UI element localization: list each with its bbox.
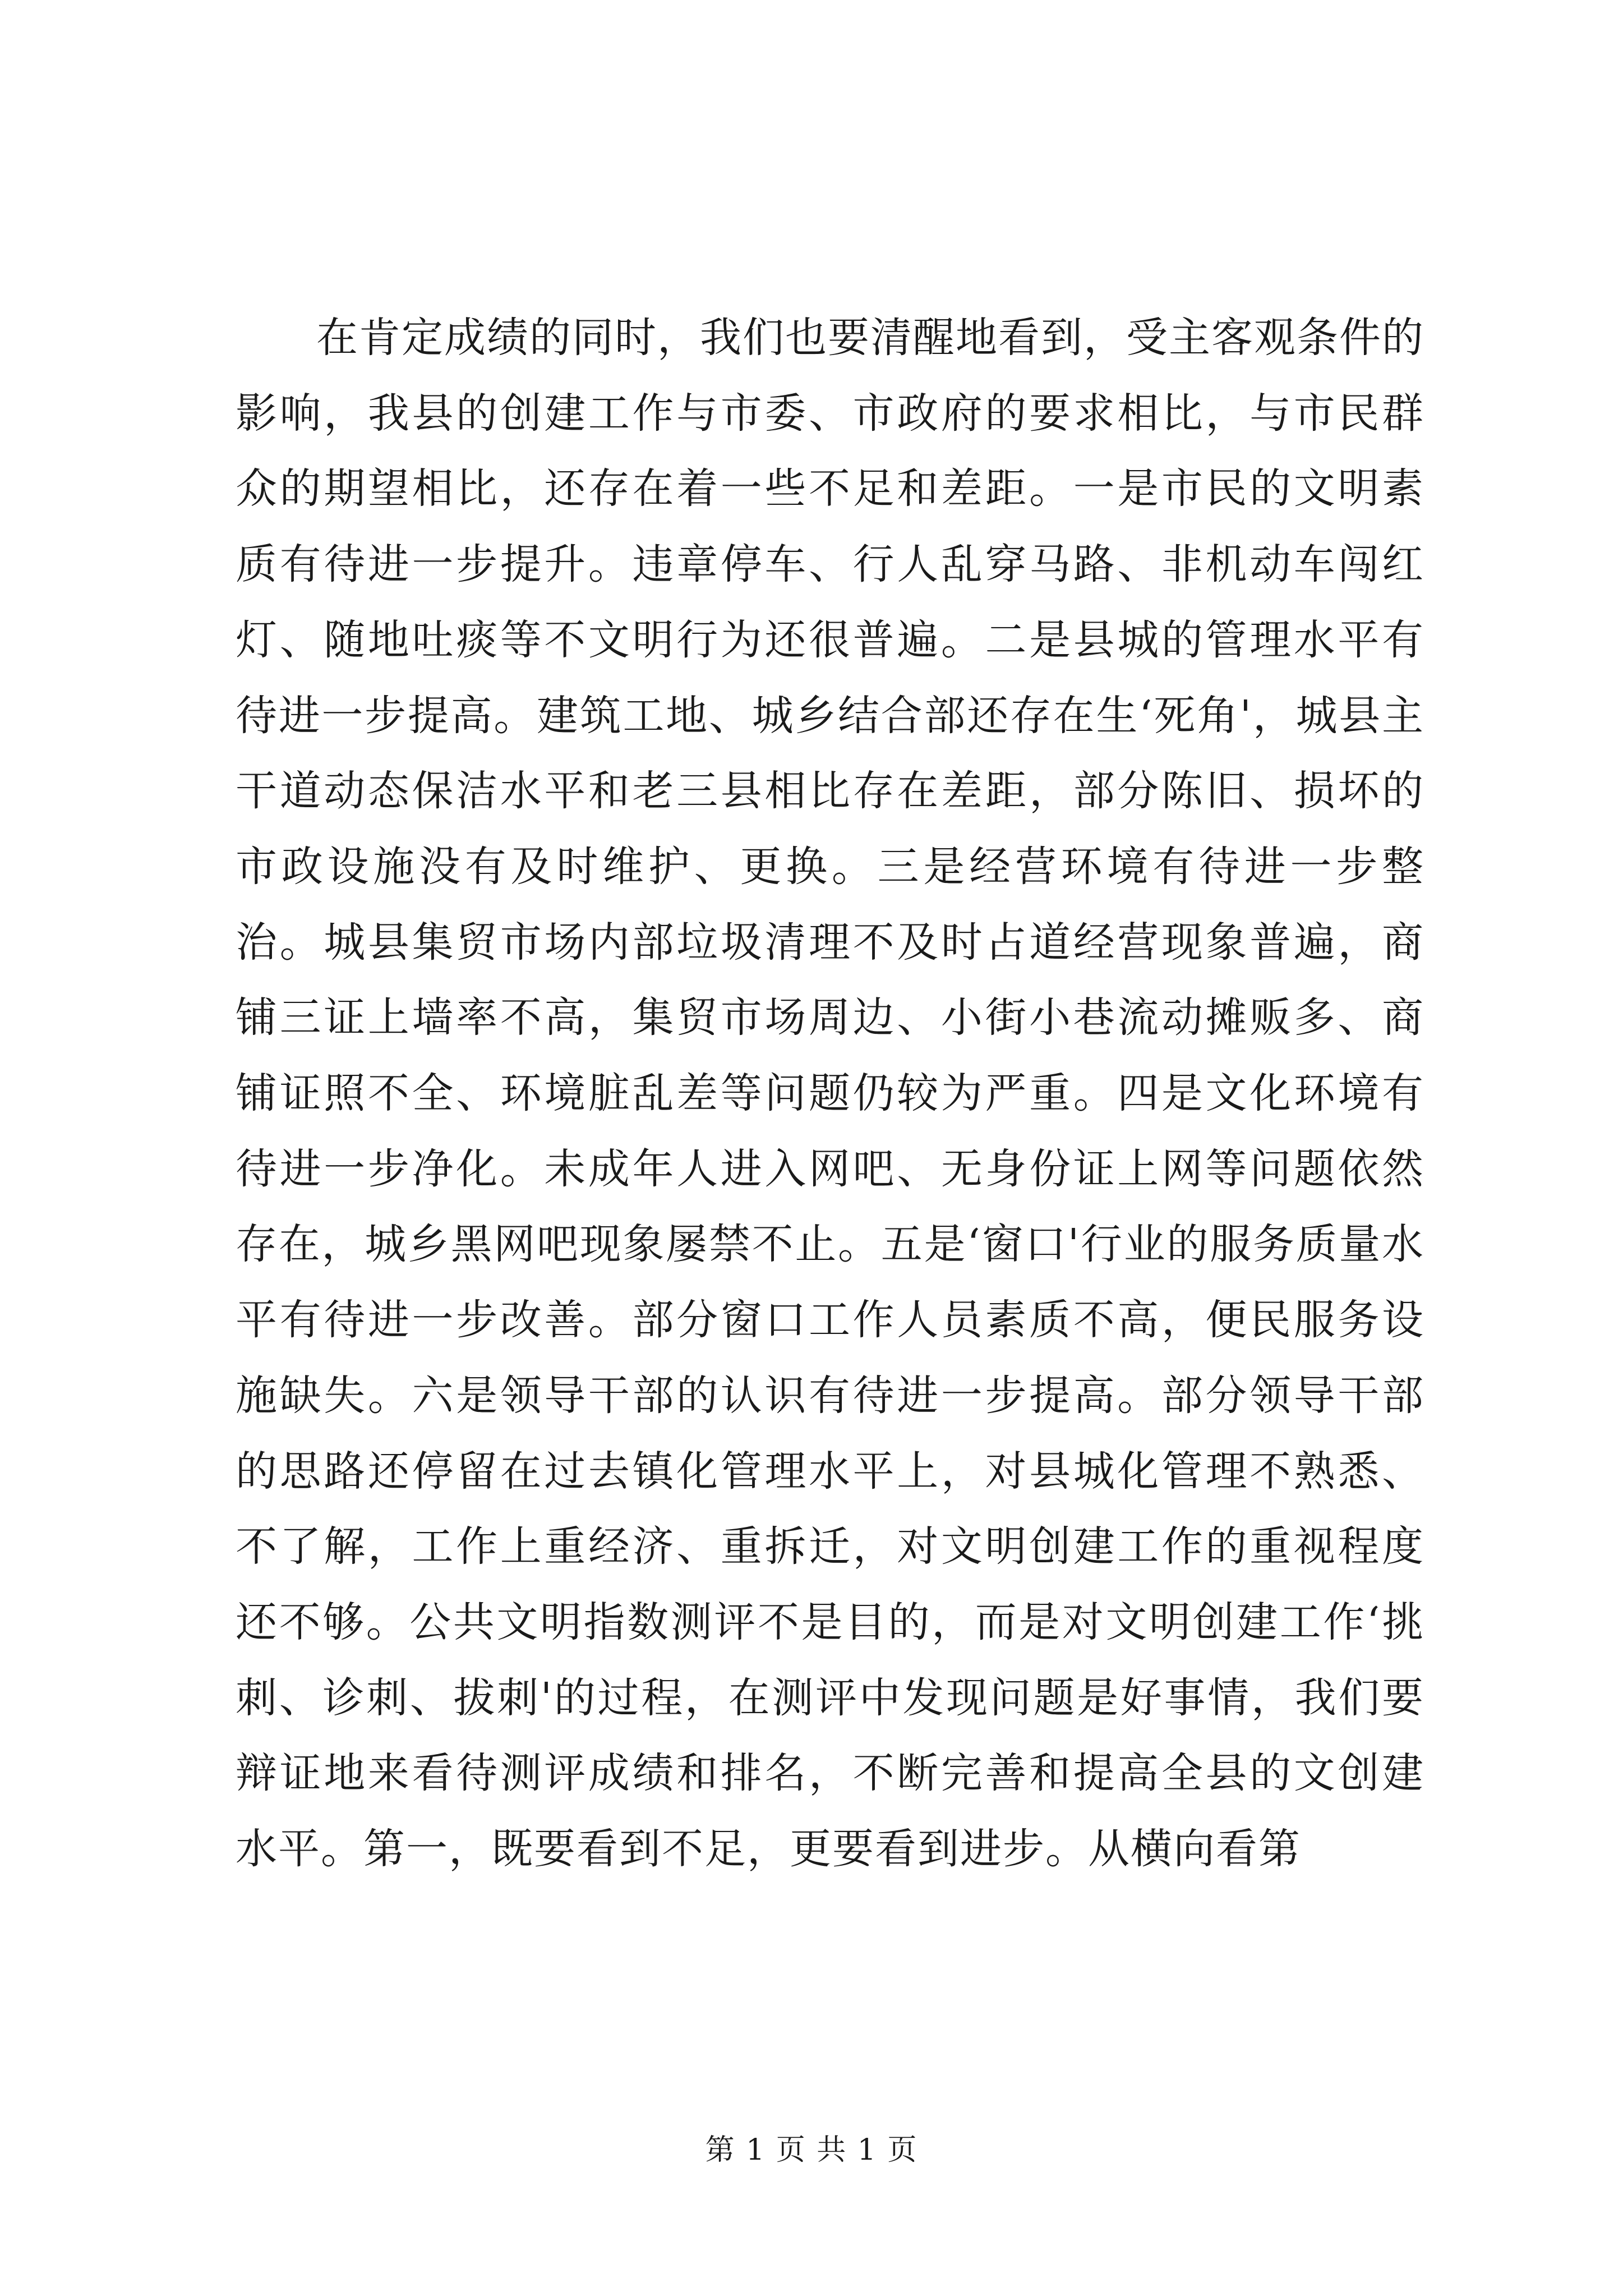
page-footer: 第 1 页 共 1 页 (705, 2133, 918, 2167)
body-paragraph: 在肯定成绩的同时，我们也要清醒地看到，受主客观条件的影响，我县的创建工作与市委、市政府的要求相比，与市民群众的期望相比，还存在着一些不足和差距。一是市民的文明素质有待进一步提升。违章停车、行人乱穿马路、非机动车闯红灯、随地吐痰等不文明行为还很普遍。二是县城的管理水平有待进一步提高。建筑工地、城乡结合部还存在生‘死角'，城县主干道动态保洁水平和老三县相比存在差距，部分陈旧、损坏的市政设施没有及时维护、更换。三是经营环境有待进一步整治。城县集贸市场内部垃圾清理不及时占道经营现象普遍，商铺三证上墙率不高，集贸市场周边、小街小巷流动摊贩多、商铺证照不全、环境脏乱差等问题仍较为严重。四是文化环境有待进一步净化。未成年人进入网吧、无身份证上网等问题依然存在，城乡黑网吧现象屡禁不止。五是‘窗口'行业的服务质量水平有待进一步改善。部分窗口工作人员素质不高，便民服务设施缺失。六是领导干部的认识有待进一步提高。部分领导干部的思路还停留在过去镇化管理水平上，对县城化管理不熟悉、不了解，工作上重经济、重拆迁，对文明创建工作的重视程度还不够。公共文明指数测评不是目的，而是对文明创建工作‘挑刺、诊刺、拔刺'的过程，在测评中发现问题是好事情，我们要辩证地来看待测评成绩和排名，不断完善和提高全县的文创建水平。第一，既要看到不足，更要看到进步。从横向看第 (236, 314, 1424, 1874)
